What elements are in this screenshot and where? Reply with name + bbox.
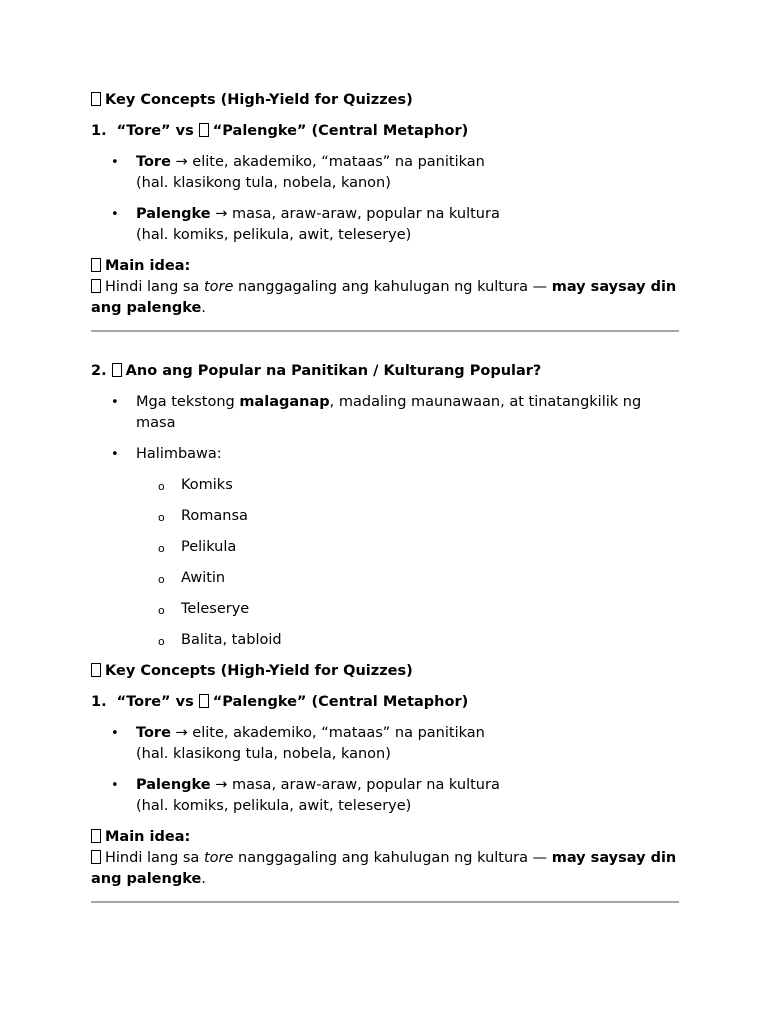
- example-item: o Awitin: [136, 568, 679, 589]
- main-idea-label: Main idea:: [91, 256, 679, 277]
- key-concepts-heading: Key Concepts (High-Yield for Quizzes): [91, 661, 679, 682]
- popular-list: [91, 392, 679, 651]
- example-item: o Teleserye: [136, 599, 679, 620]
- key-concepts-heading: Key Concepts (High-Yield for Quizzes): [91, 90, 679, 111]
- example-item: o Pelikula: [136, 537, 679, 558]
- document-content: [91, 90, 679, 903]
- list-item-examples: • Halimbawa: o Komiks o Romansa o Pelikula o Awitin o Teleserye o Balita, tabloid: [91, 444, 679, 651]
- metaphor-list: [91, 152, 679, 246]
- metaphor-subheading: 1. “Tore” vs “Palengke” (Central Metaphor): [91, 694, 469, 710]
- missing-glyph-icon: [91, 92, 101, 106]
- list-item-palengke: • Palengke → masa, araw-araw, popular na kultura (hal. komiks, pelikula, awit, teleserye): [91, 775, 679, 817]
- missing-glyph-icon: [91, 279, 101, 293]
- list-item-definition: • Mga tekstong malaganap, madaling maunawaan, at tinatangkilik ng masa: [91, 392, 679, 434]
- missing-glyph-icon: [112, 363, 122, 377]
- horizontal-divider: [91, 901, 679, 903]
- example-item: o Balita, tabloid: [136, 630, 679, 651]
- missing-glyph-icon: [91, 850, 101, 864]
- list-item-palengke: • Palengke → masa, araw-araw, popular na kultura (hal. komiks, pelikula, awit, teleserye): [91, 204, 679, 246]
- example-item: o Romansa: [136, 506, 679, 527]
- missing-glyph-icon: [199, 123, 209, 137]
- example-item: o Komiks: [136, 475, 679, 496]
- metaphor-list: [91, 723, 679, 817]
- metaphor-subheading: 1. “Tore” vs “Palengke” (Central Metaphor): [91, 123, 469, 139]
- missing-glyph-icon: [91, 663, 101, 677]
- missing-glyph-icon: [91, 258, 101, 272]
- missing-glyph-icon: [199, 694, 209, 708]
- horizontal-divider: [91, 330, 679, 332]
- examples-list: [136, 475, 679, 651]
- main-idea-label: Main idea:: [91, 827, 679, 848]
- list-item-tore: • Tore → elite, akademiko, “mataas” na panitikan (hal. klasikong tula, nobela, kanon): [91, 152, 679, 194]
- missing-glyph-icon: [91, 829, 101, 843]
- main-idea-text: Hindi lang sa tore nanggagaling ang kahulugan ng kultura — may saysay din ang palengke.: [91, 279, 677, 316]
- list-item-tore: • Tore → elite, akademiko, “mataas” na panitikan (hal. klasikong tula, nobela, kanon): [91, 723, 679, 765]
- section-2-heading: 2. Ano ang Popular na Panitikan / Kulturang Popular?: [91, 363, 542, 379]
- main-idea-text: Hindi lang sa tore nanggagaling ang kahulugan ng kultura — may saysay din ang palengke.: [91, 850, 677, 887]
